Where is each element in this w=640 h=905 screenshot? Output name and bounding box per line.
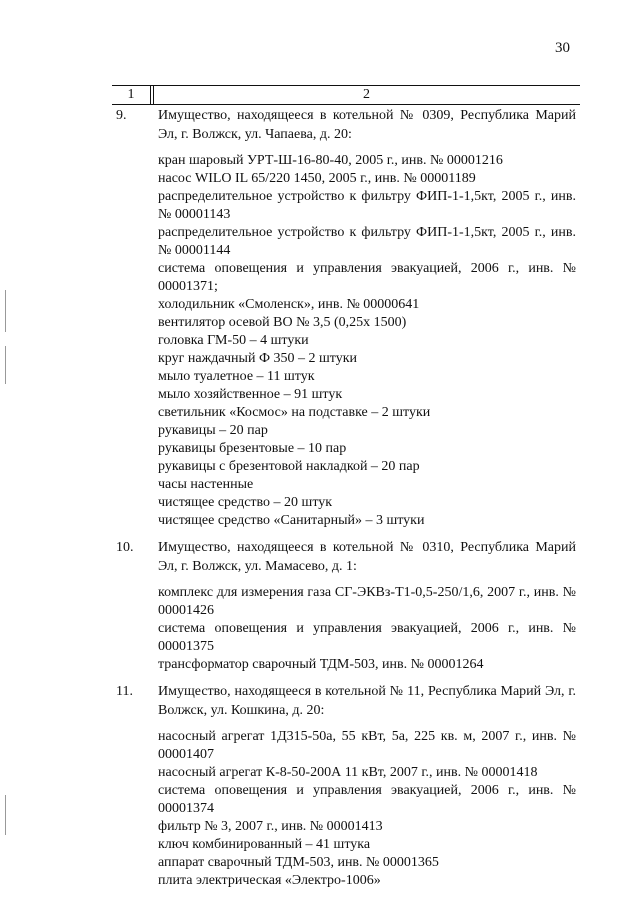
subitem: кран шаровый УРТ-Ш-16-80-40, 2005 г., инв. № 00001216 xyxy=(158,153,503,168)
subitem: система оповещения и управления эвакуацией, 2006 г., инв. № 00001375 xyxy=(158,621,576,654)
item-subitems xyxy=(158,152,576,530)
subitem: круг наждачный Ф 350 – 2 штуки xyxy=(158,351,358,366)
item-subitems xyxy=(158,728,576,890)
item-title: Имущество, находящееся в котельной № 0310, Республика Марий Эл, г. Волжск, ул. Мамасево, д. 1: xyxy=(158,540,576,574)
item-number: 11. xyxy=(116,684,133,699)
item-number: 10. xyxy=(116,540,134,555)
item-number: 9. xyxy=(116,108,127,123)
subitem: аппарат сварочный ТДМ-503, инв. № 00001365 xyxy=(158,855,439,870)
column-content-header: 2 xyxy=(363,87,370,102)
subitem: рукавицы с брезентовой накладкой – 20 пар xyxy=(158,459,420,474)
column-divider xyxy=(150,86,151,104)
subitem: часы настенные xyxy=(158,477,254,492)
list-item xyxy=(0,106,640,530)
subitem: рукавицы – 20 пар xyxy=(158,423,268,438)
subitem: фильтр № 3, 2007 г., инв. № 00001413 xyxy=(158,819,383,834)
subitem: распределительное устройство к фильтру ФИП-1-1,5кт, 2005 г., инв. № 00001144 xyxy=(158,225,576,258)
item-subitems xyxy=(158,584,576,674)
subitem: плита электрическая «Электро-1006» xyxy=(158,873,381,888)
subitem: насосный агрегат 1Д315-50а, 55 кВт, 5а, 225 кв. м, 2007 г., инв. № 00001407 xyxy=(158,729,576,762)
subitem: мыло туалетное – 11 штук xyxy=(158,369,315,384)
column-number-header: 1 xyxy=(127,87,135,102)
subitem: система оповещения и управления эвакуацией, 2006 г., инв. № 00001371; xyxy=(158,261,576,294)
subitem: мыло хозяйственное – 91 штук xyxy=(158,387,343,402)
list-item xyxy=(0,538,640,674)
subitem: вентилятор осевой ВО № 3,5 (0,25х 1500) xyxy=(158,315,407,330)
item-list xyxy=(0,106,640,898)
subitem: головка ГМ-50 – 4 штуки xyxy=(158,333,309,348)
subitem: чистящее средство «Санитарный» – 3 штуки xyxy=(158,513,425,528)
subitem: светильник «Космос» на подставке – 2 штуки xyxy=(158,405,431,420)
subitem: комплекс для измерения газа СГ-ЭКВз-Т1-0,5-250/1,6, 2007 г., инв. № 00001426 xyxy=(158,585,576,618)
item-title: Имущество, находящееся в котельной № 0309, Республика Марий Эл, г. Волжск, ул. Чапаева, д. 20: xyxy=(158,108,576,142)
subitem: холодильник «Смоленск», инв. № 00000641 xyxy=(158,297,420,312)
subitem: трансформатор сварочный ТДМ-503, инв. № 00001264 xyxy=(158,657,484,672)
subitem: распределительное устройство к фильтру ФИП-1-1,5кт, 2005 г., инв. № 00001143 xyxy=(158,189,576,222)
subitem: насос WILO IL 65/220 1450, 2005 г., инв. № 00001189 xyxy=(158,171,476,186)
page-number: 30 xyxy=(555,40,570,56)
subitem: насосный агрегат К-8-50-200А 11 кВт, 2007 г., инв. № 00001418 xyxy=(158,765,538,780)
subitem: чистящее средство – 20 штук xyxy=(158,495,333,510)
subitem: система оповещения и управления эвакуацией, 2006 г., инв. № 00001374 xyxy=(158,783,576,816)
list-item xyxy=(0,682,640,890)
subitem: рукавицы брезентовые – 10 пар xyxy=(158,441,347,456)
item-title: Имущество, находящееся в котельной № 11, Республика Марий Эл, г. Волжск, ул. Кошкина, д. 20: xyxy=(158,684,576,718)
table-header-row xyxy=(112,85,580,105)
subitem: ключ комбинированный – 41 штука xyxy=(158,837,371,852)
